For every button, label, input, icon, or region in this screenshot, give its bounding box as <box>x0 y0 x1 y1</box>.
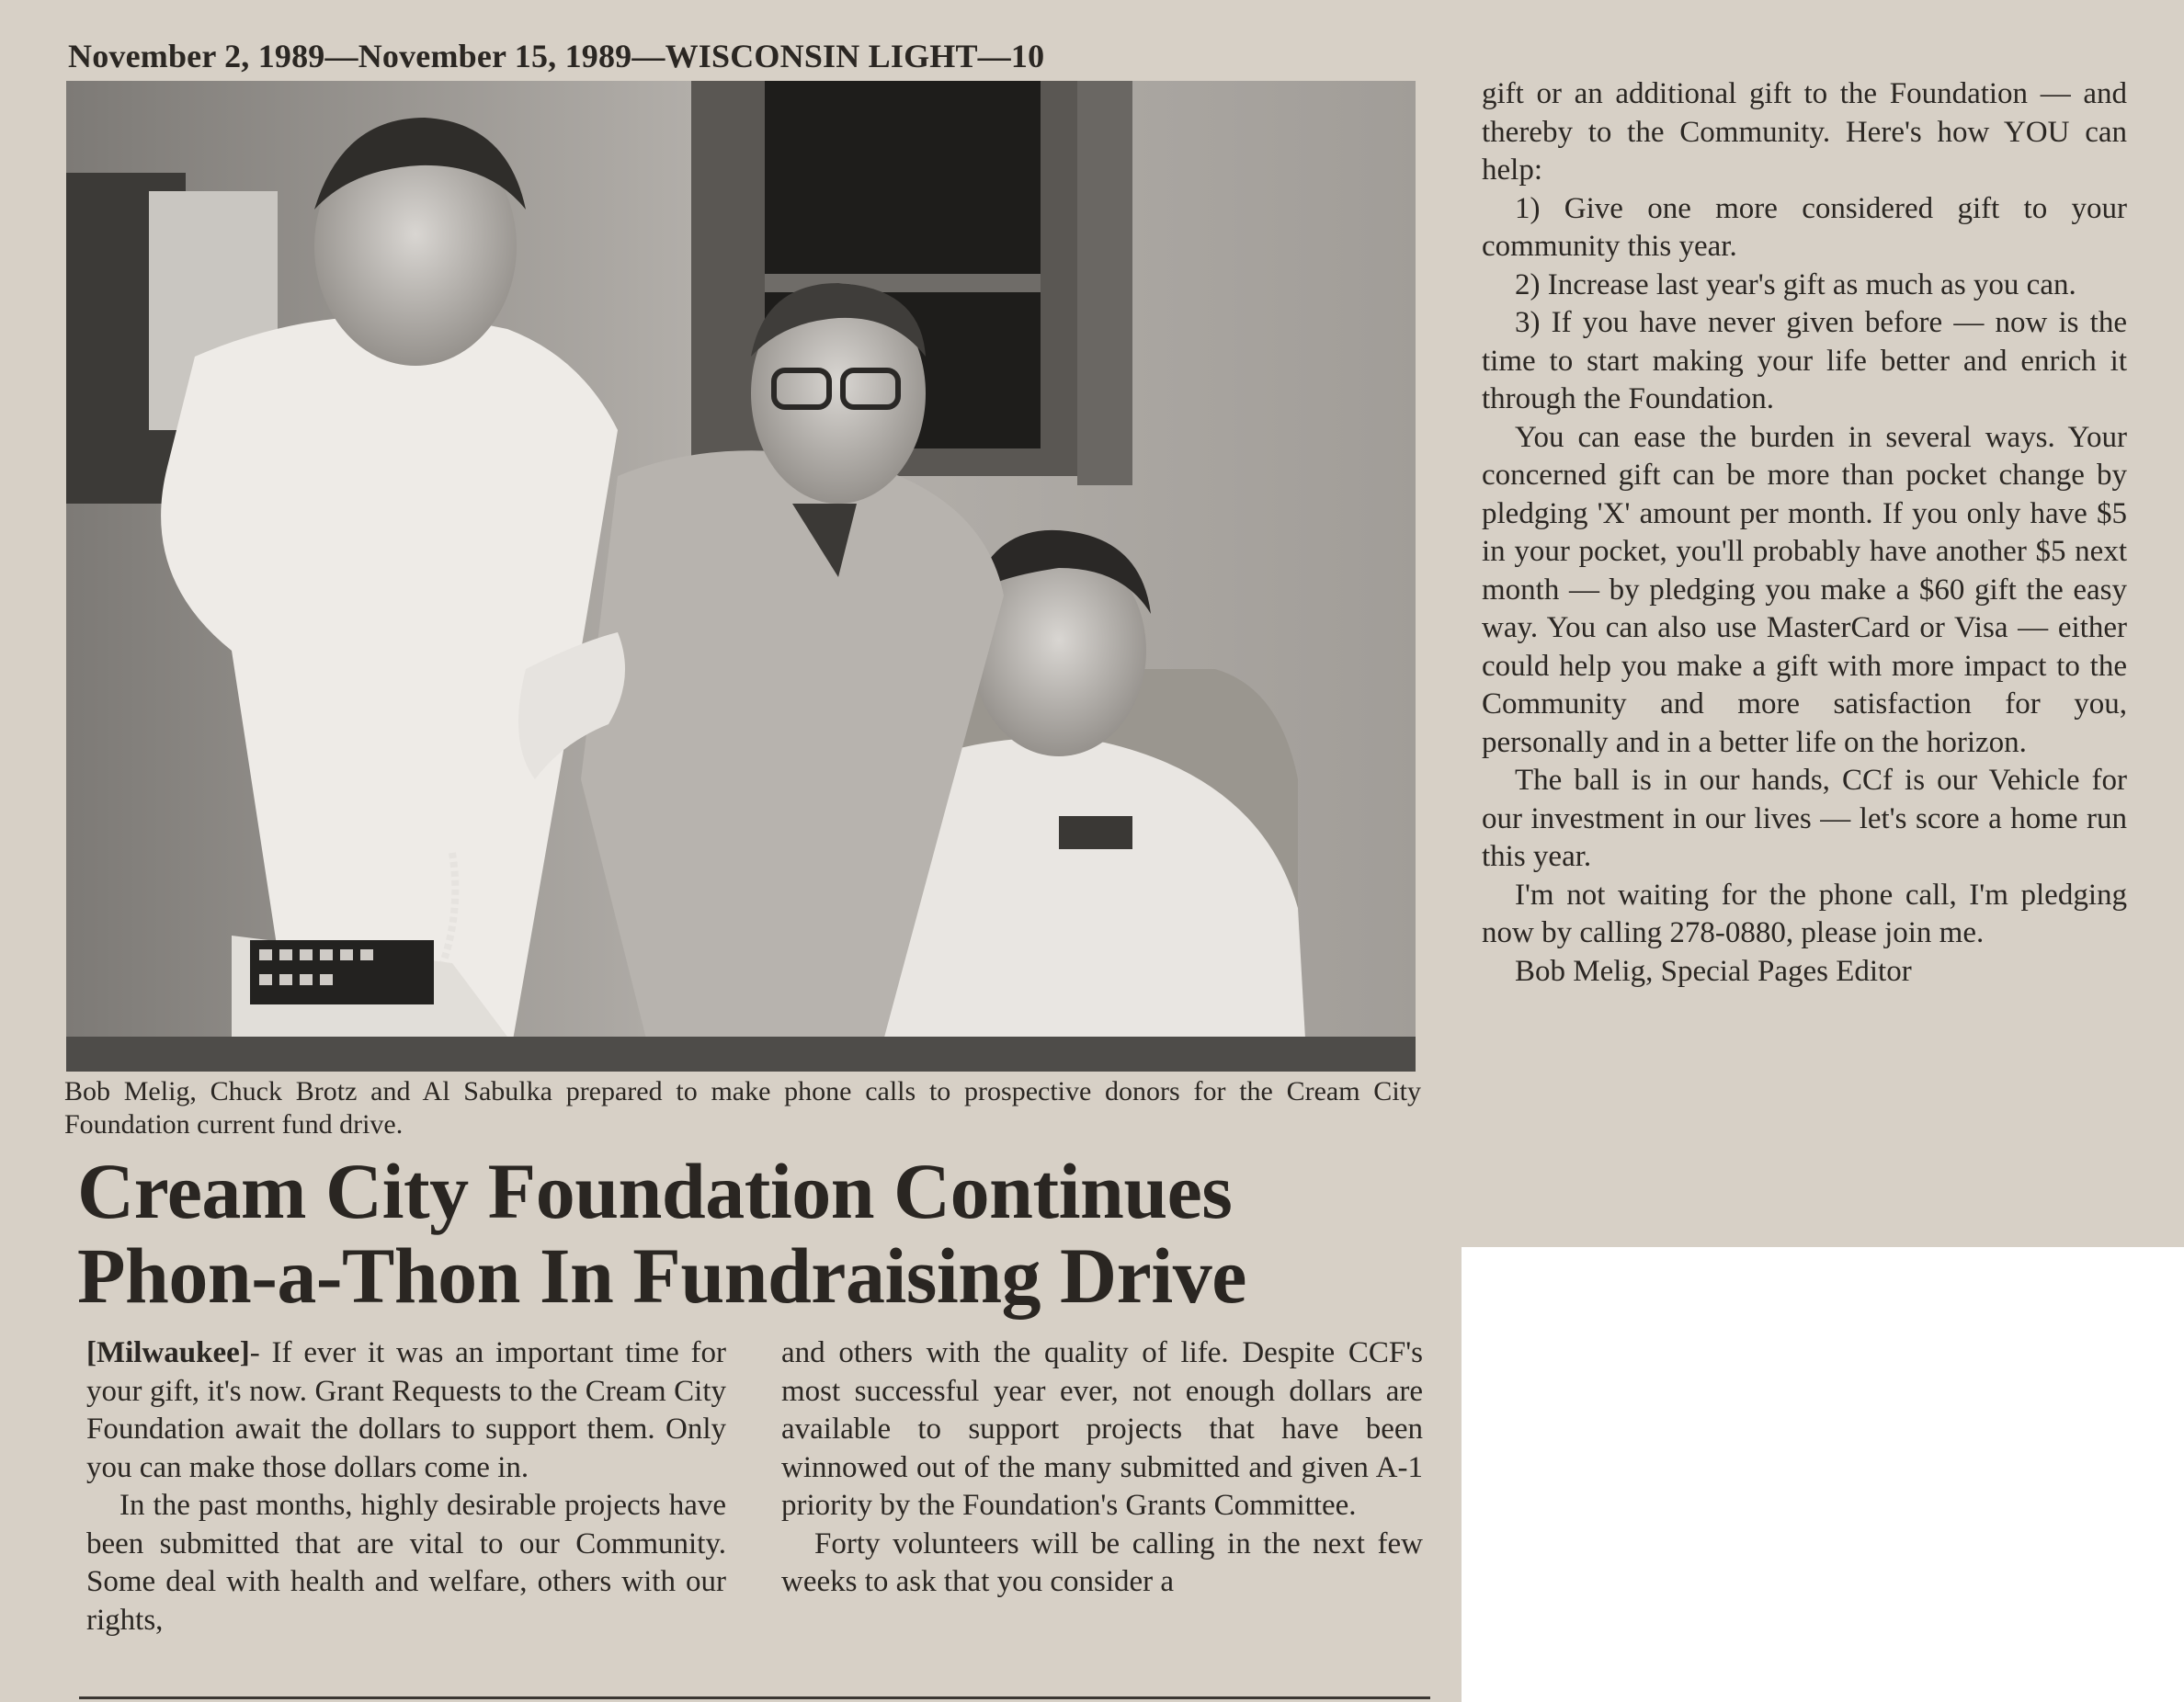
article-headline <box>77 1149 1428 1318</box>
article-paragraph: The ball is in our hands, CCf is our Vehicle for our investment in our lives — let's score a home run this year. <box>1482 764 2127 873</box>
article-paragraph: In the past months, highly desirable projects have been submitted that are vital to our Community. Some deal with health and welfare, others with our rights, <box>86 1489 726 1637</box>
headline-line-1: Cream City Foundation Continues <box>77 1147 1233 1235</box>
list-item: 2) Increase last year's gift as much as you can. <box>1515 267 2076 301</box>
article-paragraph <box>86 1334 726 1487</box>
list-item: 1) Give one more considered gift to your community this year. <box>1482 191 2127 263</box>
article-column-3 <box>1482 75 2127 991</box>
page-dateline: November 2, 1989—November 15, 1989—WISCONSIN LIGHT—10 <box>68 38 1045 74</box>
article-paragraph: I'm not waiting for the phone call, I'm pledging now by calling 278-0880, please join me. <box>1482 878 2127 949</box>
news-photo <box>66 81 1416 1072</box>
bottom-rule <box>79 1696 1430 1699</box>
list-item: 3) If you have never given before — now is the time to start making your life better and enrich it through the Foundation. <box>1482 306 2127 415</box>
article-paragraph: Forty volunteers will be calling in the next few weeks to ask that you consider a <box>781 1526 1423 1598</box>
headline-line-2: Phon-a-Thon In Fundraising Drive <box>77 1231 1246 1320</box>
article-paragraph: gift or an additional gift to the Foundation — and thereby to the Community. Here's how YOU can help: <box>1482 77 2127 187</box>
article-dateline: [Milwaukee] <box>86 1336 250 1369</box>
article-column-2 <box>781 1334 1423 1602</box>
photo-caption: Bob Melig, Chuck Brotz and Al Sabulka prepared to make phone calls to prospective donors for the Cream City Foundation current fund drive. <box>64 1076 1421 1140</box>
photo-illustration <box>66 81 1416 1072</box>
article-paragraph: and others with the quality of life. Despite CCF's most successful year ever, not enough dollars are available to support projects that have been winnowed out of the many submitted and given A-1 priority by the Foundation's Grants Committee. <box>781 1336 1423 1522</box>
article-column-1 <box>86 1334 726 1640</box>
article-paragraph: You can ease the burden in several ways. Your concerned gift can be more than pocket change by pledging 'X' amount per month. If you only have $5 in your pocket, you'll probably have another $5 next month — by pledging you make a $60 gift the easy way. You can also use MasterCard or Visa — either could help you make a gift with more impact to the Community and more satisfaction for you, personally and in a better life on the horizon. <box>1482 420 2127 759</box>
article-text: - If ever it was an important time for your gift, it's now. Grant Requests to the Cream City Foundation await the dollars to support them. Only you can make those dollars come in. <box>86 1336 726 1484</box>
article-signature: Bob Melig, Special Pages Editor <box>1515 954 1912 988</box>
